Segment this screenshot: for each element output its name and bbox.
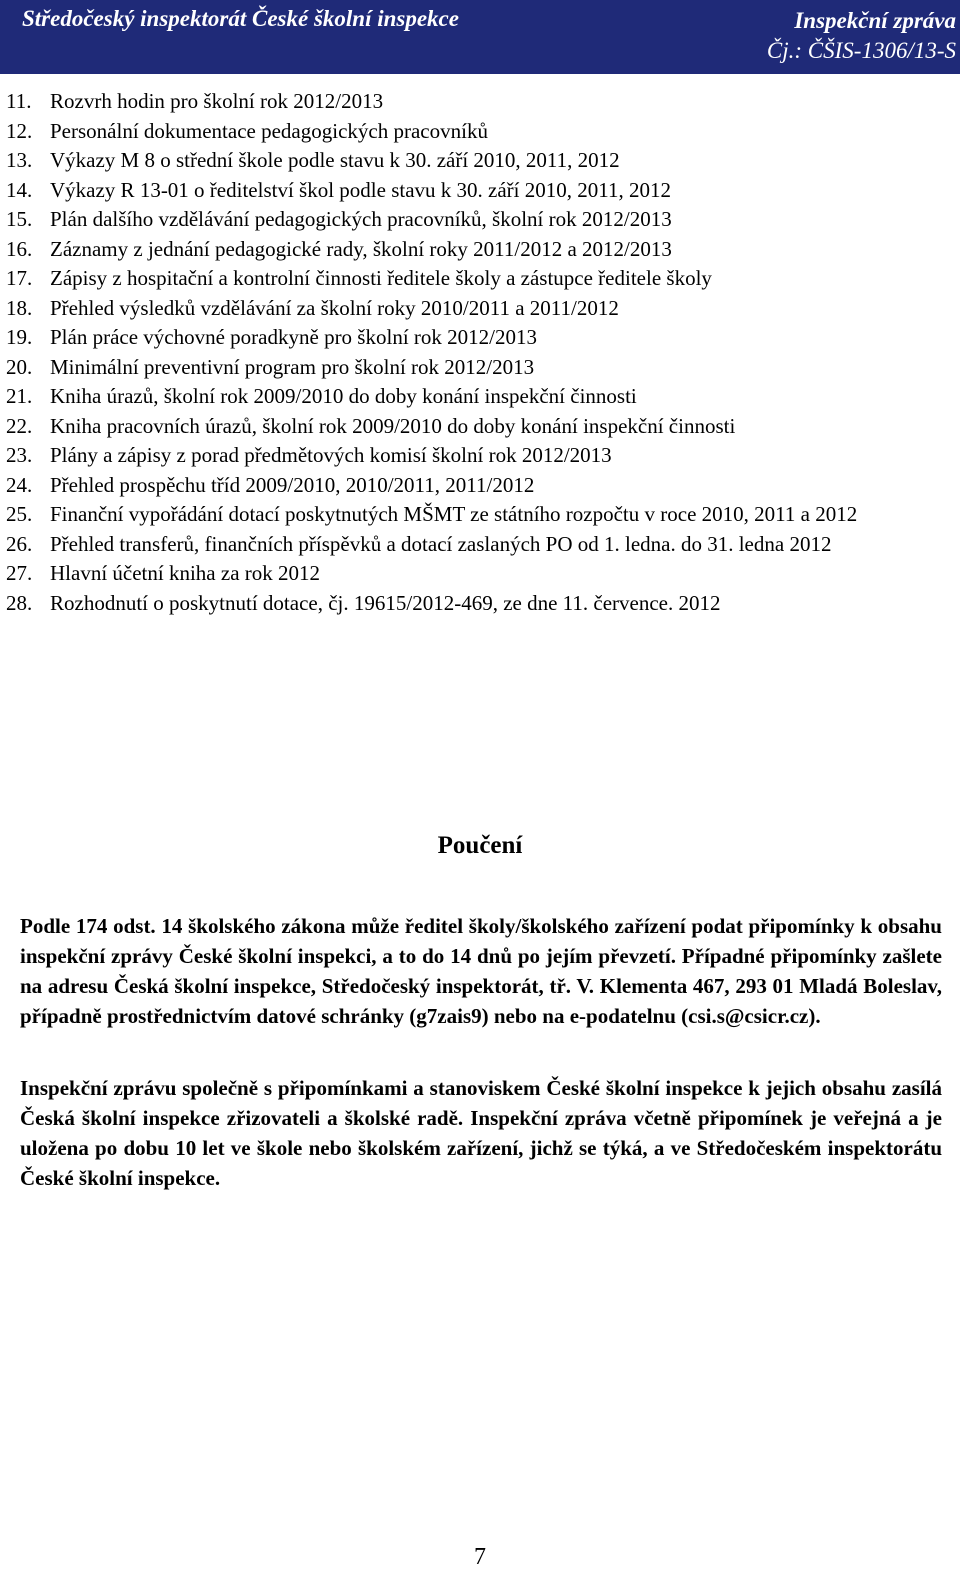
list-item-number: 18. xyxy=(6,295,33,320)
list-item-text: Kniha pracovních úrazů, školní rok 2009/2010 do doby konání inspekční činnosti xyxy=(50,413,736,438)
list-item xyxy=(6,412,950,442)
header-right-block xyxy=(767,6,956,66)
list-item-text: Rozhodnutí o poskytnutí dotace, čj. 19615/2012-469, ze dne 11. července. 2012 xyxy=(50,590,721,615)
list-item xyxy=(6,205,950,235)
document-list xyxy=(6,87,950,618)
list-item-number: 11. xyxy=(6,89,32,113)
list-item-text: Záznamy z jednání pedagogické rady, školní roky 2011/2012 a 2012/2013 xyxy=(50,236,672,261)
list-item xyxy=(6,323,950,353)
list-item-number: 19. xyxy=(6,325,33,349)
list-item xyxy=(6,235,950,265)
list-item xyxy=(6,176,950,206)
inspectorate-name: Středočeský inspektorát České školní inspekce xyxy=(22,6,459,31)
list-item xyxy=(6,87,950,117)
reference-number: Čj.: ČŠIS-1306/13-S xyxy=(766,38,956,63)
page-number: 7 xyxy=(474,1544,486,1570)
instruction-paragraph-publication: Inspekční zprávu společně s připomínkami a stanoviskem České školní inspekce k jejich obsahu zasílá Česká školní inspekce zřizovateli a školské radě. Inspekční zpráva včetně připomínek je veřejná a je uložena po dobu 10 let ve škole nebo školském zařízení, jichž se týká, a ve Středočeském inspektorátu České školní inspekce. xyxy=(20,1076,942,1190)
list-item-number: 27. xyxy=(6,561,33,585)
list-item-number: 17. xyxy=(6,266,33,290)
list-item xyxy=(6,382,950,412)
list-item-text: Plán dalšího vzdělávání pedagogických pracovníků, školní rok 2012/2013 xyxy=(50,207,672,231)
page-header xyxy=(0,0,960,74)
list-item-text: Finanční vypořádání dotací poskytnutých MŠMT ze státního rozpočtu v roce 2010, 2011 a 2012 xyxy=(50,502,858,526)
list-item-number: 26. xyxy=(6,531,33,556)
list-item-text: Kniha úrazů, školní rok 2009/2010 do doby konání inspekční činnosti xyxy=(50,384,637,408)
list-item xyxy=(6,264,950,294)
report-title: Inspekční zpráva xyxy=(794,8,956,33)
list-item-number: 24. xyxy=(6,472,33,497)
list-item-number: 20. xyxy=(6,354,33,379)
list-item-number: 12. xyxy=(6,118,33,143)
list-item xyxy=(6,589,950,619)
list-item xyxy=(6,559,950,589)
instruction-paragraph-comments: Podle 174 odst. 14 školského zákona může ředitel školy/školského zařízení podat připomínky k obsahu inspekční zprávy České školní inspekci, a to do 14 dnů po jejím převzetí. Případné připomínky zašlete na adresu Česká školní inspekce, Středočeský inspektorát, tř. V. Klementa 467, 293 01 Mladá Boleslav, případně prostřednictvím datové schránky (g7zais9) nebo na e-podatelnu (csi.s@csicr.cz). xyxy=(20,914,942,1028)
list-item-number: 14. xyxy=(6,177,33,202)
list-item-text: Rozvrh hodin pro školní rok 2012/2013 xyxy=(50,89,384,113)
list-item xyxy=(6,530,950,560)
list-item xyxy=(6,441,950,471)
list-item xyxy=(6,294,950,324)
list-item-text: Přehled prospěchu tříd 2009/2010, 2010/2011, 2011/2012 xyxy=(50,472,535,497)
list-item xyxy=(6,117,950,147)
list-item-text: Přehled výsledků vzdělávání za školní roky 2010/2011 a 2011/2012 xyxy=(50,295,619,320)
list-item-number: 13. xyxy=(6,148,33,172)
list-item-text: Plány a zápisy z porad předmětových komisí školní rok 2012/2013 xyxy=(50,443,612,467)
list-item-number: 28. xyxy=(6,590,33,615)
list-item-text: Plán práce výchovné poradkyně pro školní rok 2012/2013 xyxy=(50,325,537,349)
list-item-text: Výkazy M 8 o střední škole podle stavu k 30. září 2010, 2011, 2012 xyxy=(50,148,620,172)
list-item-text: Výkazy R 13-01 o ředitelství škol podle stavu k 30. září 2010, 2011, 2012 xyxy=(50,177,671,202)
list-item-text: Minimální preventivní program pro školní rok 2012/2013 xyxy=(50,354,535,379)
list-item-number: 25. xyxy=(6,502,33,526)
list-item xyxy=(6,500,950,530)
list-item-number: 22. xyxy=(6,413,33,438)
list-item-text: Přehled transferů, finančních příspěvků a dotací zaslaných PO od 1. ledna. do 31. ledna 2012 xyxy=(50,531,832,556)
list-item-number: 16. xyxy=(6,236,33,261)
list-item xyxy=(6,471,950,501)
list-item-text: Zápisy z hospitační a kontrolní činnosti ředitele školy a zástupce ředitele školy xyxy=(50,266,712,290)
list-item-text: Hlavní účetní kniha za rok 2012 xyxy=(50,561,321,585)
list-item xyxy=(6,353,950,383)
list-item-number: 21. xyxy=(6,384,33,408)
list-item xyxy=(6,146,950,176)
list-item-number: 15. xyxy=(6,207,33,231)
list-item-text: Personální dokumentace pedagogických pracovníků xyxy=(50,118,488,143)
list-item-number: 23. xyxy=(6,443,33,467)
instruction-heading: Poučení xyxy=(437,832,523,859)
